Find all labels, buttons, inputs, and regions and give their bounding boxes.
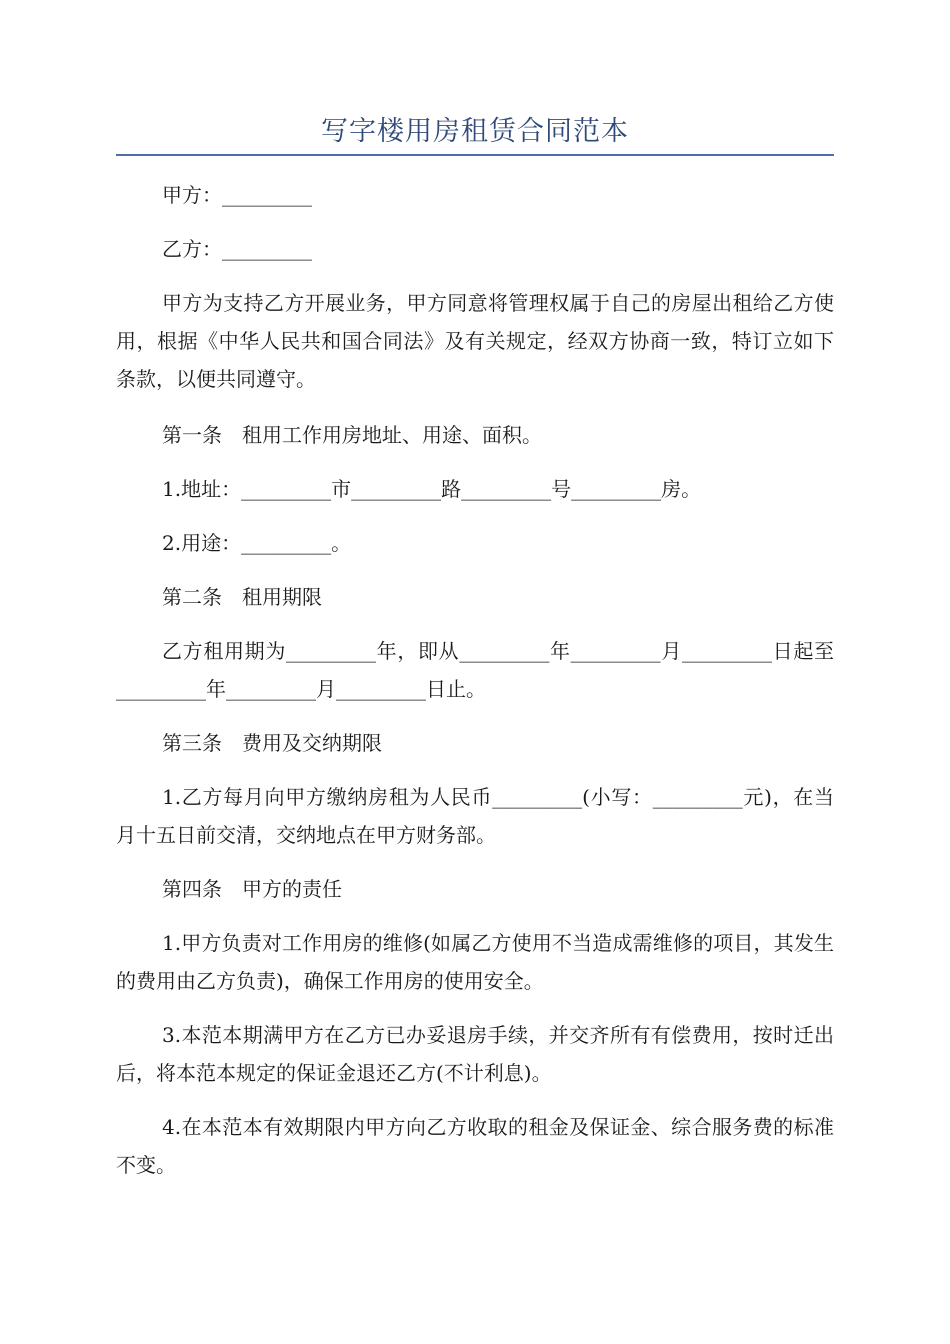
title-underline — [116, 154, 834, 156]
preamble-paragraph: 甲方为支持乙方开展业务，甲方同意将管理权属于自己的房屋出租给乙方使用，根据《中华人民共和国合同法》及有关规定，经双方协商一致，特订立如下条款，以便共同遵守。 — [116, 291, 834, 391]
article-4-item-3: 3.本范本期满甲方在乙方已办妥退房手续，并交齐所有有偿费用，按时迁出后，将本范本规定的保证金退还乙方(不计利息)。 — [116, 1023, 834, 1085]
article-4-heading: 第四条 甲方的责任 — [162, 877, 342, 901]
article-2-term: 乙方租用期为_________年，即从_________年_________月_________日起至_________年_________月_________日止。 — [116, 639, 834, 701]
article-4-item-1: 1.甲方负责对工作用房的维修(如属乙方使用不当造成需维修的项目，其发生的费用由乙方负责)，确保工作用房的使用安全。 — [116, 931, 834, 993]
party-b-line: 乙方：_________ — [162, 237, 312, 261]
article-1-usage: 2.用途：_________。 — [162, 531, 352, 555]
article-4-item-4: 4.在本范本有效期限内甲方向乙方收取的租金及保证金、综合服务费的标准不变。 — [116, 1115, 834, 1177]
party-a-line: 甲方：_________ — [162, 183, 312, 207]
document-title: 写字楼用房租赁合同范本 — [321, 116, 629, 147]
article-1-address: 1.地址：_________市_________路_________号_________房。 — [162, 477, 702, 501]
article-2-heading: 第二条 租用期限 — [162, 585, 322, 609]
article-3-heading: 第三条 费用及交纳期限 — [162, 731, 382, 755]
article-1-heading: 第一条 租用工作用房地址、用途、面积。 — [162, 423, 542, 447]
article-3-rent: 1.乙方每月向甲方缴纳房租为人民币_________(小写：_________元)，在当月十五日前交清，交纳地点在甲方财务部。 — [116, 785, 834, 847]
